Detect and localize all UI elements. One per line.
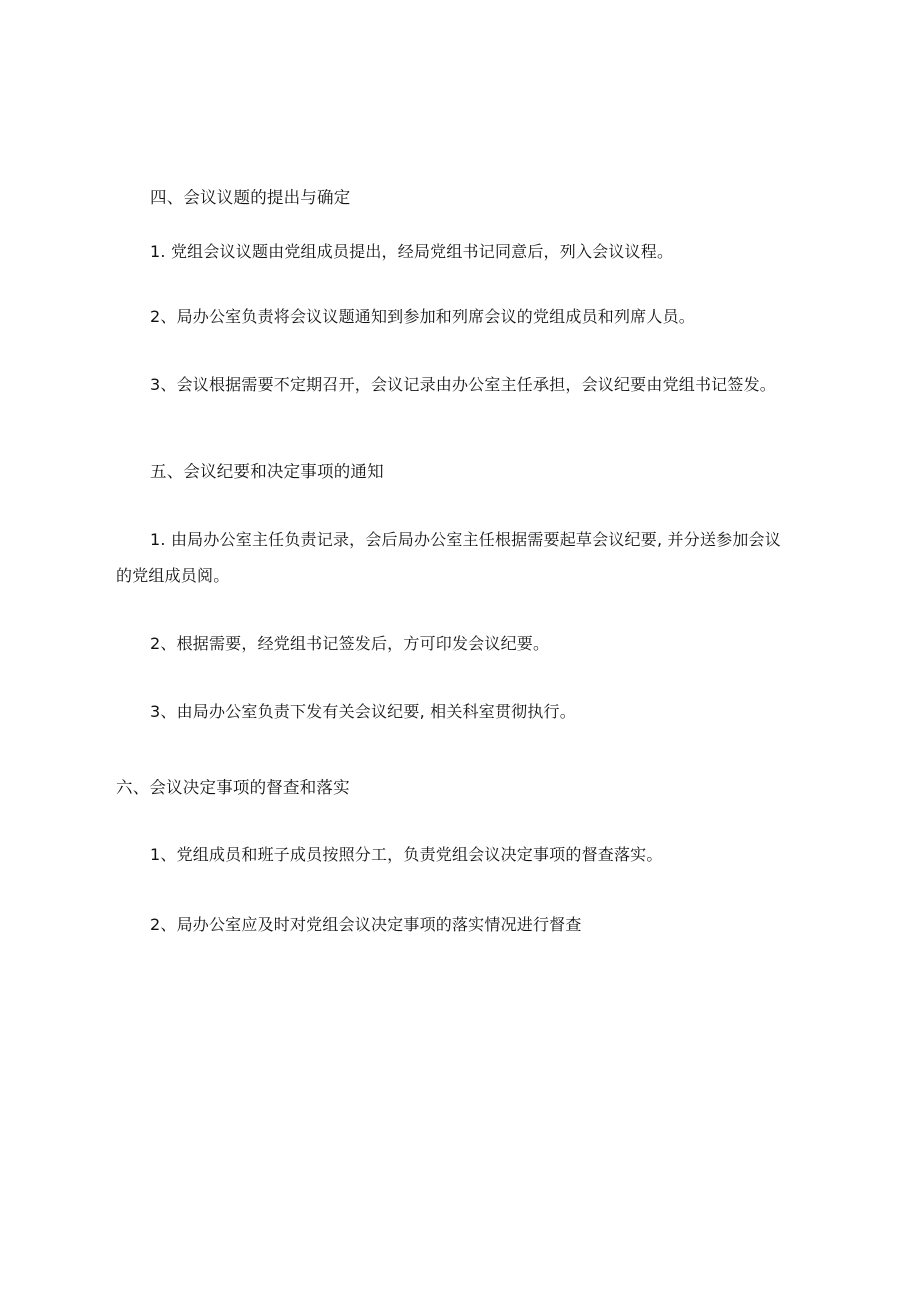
section-4-item-2: 2、局办公室负责将会议议题通知到参加和列席会议的党组成员和列席人员。	[150, 307, 695, 326]
section-5-item-2: 2、根据需要，经党组书记签发后，方可印发会议纪要。	[150, 634, 550, 653]
section-5-item-3: 3、由局办公室负责下发有关会议纪要, 相关科室贯彻执行。	[150, 702, 576, 721]
section-4-item-3: 3、会议根据需要不定期召开，会议记录由办公室主任承担，会议纪要由党组书记签发。	[150, 375, 776, 394]
section-4-item-1: 1. 党组会议议题由党组成员提出，经局党组书记同意后，列入会议议程。	[150, 242, 674, 261]
section-6-item-1: 1、党组成员和班子成员按照分工，负责党组会议决定事项的督查落实。	[150, 845, 663, 864]
section-5-item-1-line-2: 的党组成员阅。	[116, 566, 230, 585]
section-4-heading: 四、会议议题的提出与确定	[150, 188, 351, 207]
section-6-heading: 六、会议决定事项的督查和落实	[116, 778, 350, 797]
section-6-item-2: 2、局办公室应及时对党组会议决定事项的落实情况进行督查	[150, 915, 582, 934]
section-5-item-1-line-1: 1. 由局办公室主任负责记录，会后局办公室主任根据需要起草会议纪要, 并分送参加会议	[150, 530, 781, 549]
section-5-heading: 五、会议纪要和决定事项的通知	[150, 462, 384, 481]
